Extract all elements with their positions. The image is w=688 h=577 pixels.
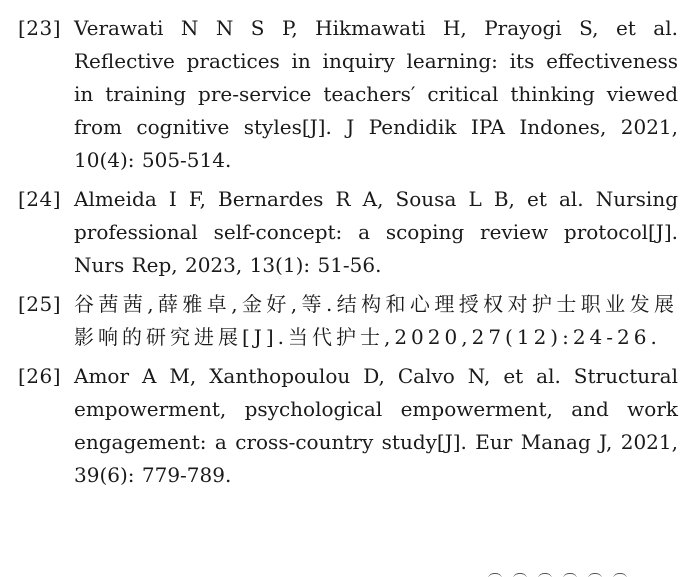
reference-number: [26]	[18, 364, 62, 388]
cropped-glyph	[613, 573, 627, 577]
reference-item	[18, 360, 678, 492]
reference-number: [23]	[18, 16, 62, 40]
cropped-glyph	[563, 573, 577, 577]
reference-text: 谷茜茜,薛雅卓,金好,等.结构和心理授权对护士职业发展影响的研究进展[J].当代护士,2020,27(12):24-26.	[74, 292, 678, 349]
reference-item	[18, 183, 678, 282]
reference-number: [24]	[18, 187, 62, 211]
reference-text: Verawati N N S P, Hikmawati H, Prayogi S, et al. Reflective practices in inquiry learning: its effectiveness in training pre-service teachers′ critical thinking viewed from cognitive styles[J]. J Pendidik IPA Indones, 2021, 10(4): 505-514.	[74, 16, 678, 172]
cropped-glyph	[538, 573, 552, 577]
reference-list	[18, 12, 678, 498]
reference-item	[18, 288, 678, 354]
reference-text: Almeida I F, Bernardes R A, Sousa L B, et al. Nursing professional self-concept: a scoping review protocol[J]. Nurs Rep, 2023, 13(1): 51-56.	[74, 187, 678, 277]
reference-number: [25]	[18, 292, 62, 316]
cropped-glyph	[488, 573, 502, 577]
cropped-glyph	[513, 573, 527, 577]
reference-text: Amor A M, Xanthopoulou D, Calvo N, et al. Structural empowerment, psychological empowerment, and work engagement: a cross-country study[J]. Eur Manag J, 2021, 39(6): 779-789.	[74, 364, 678, 487]
cropped-footer-glyphs	[488, 565, 668, 577]
cropped-glyph	[588, 573, 602, 577]
reference-item	[18, 12, 678, 177]
